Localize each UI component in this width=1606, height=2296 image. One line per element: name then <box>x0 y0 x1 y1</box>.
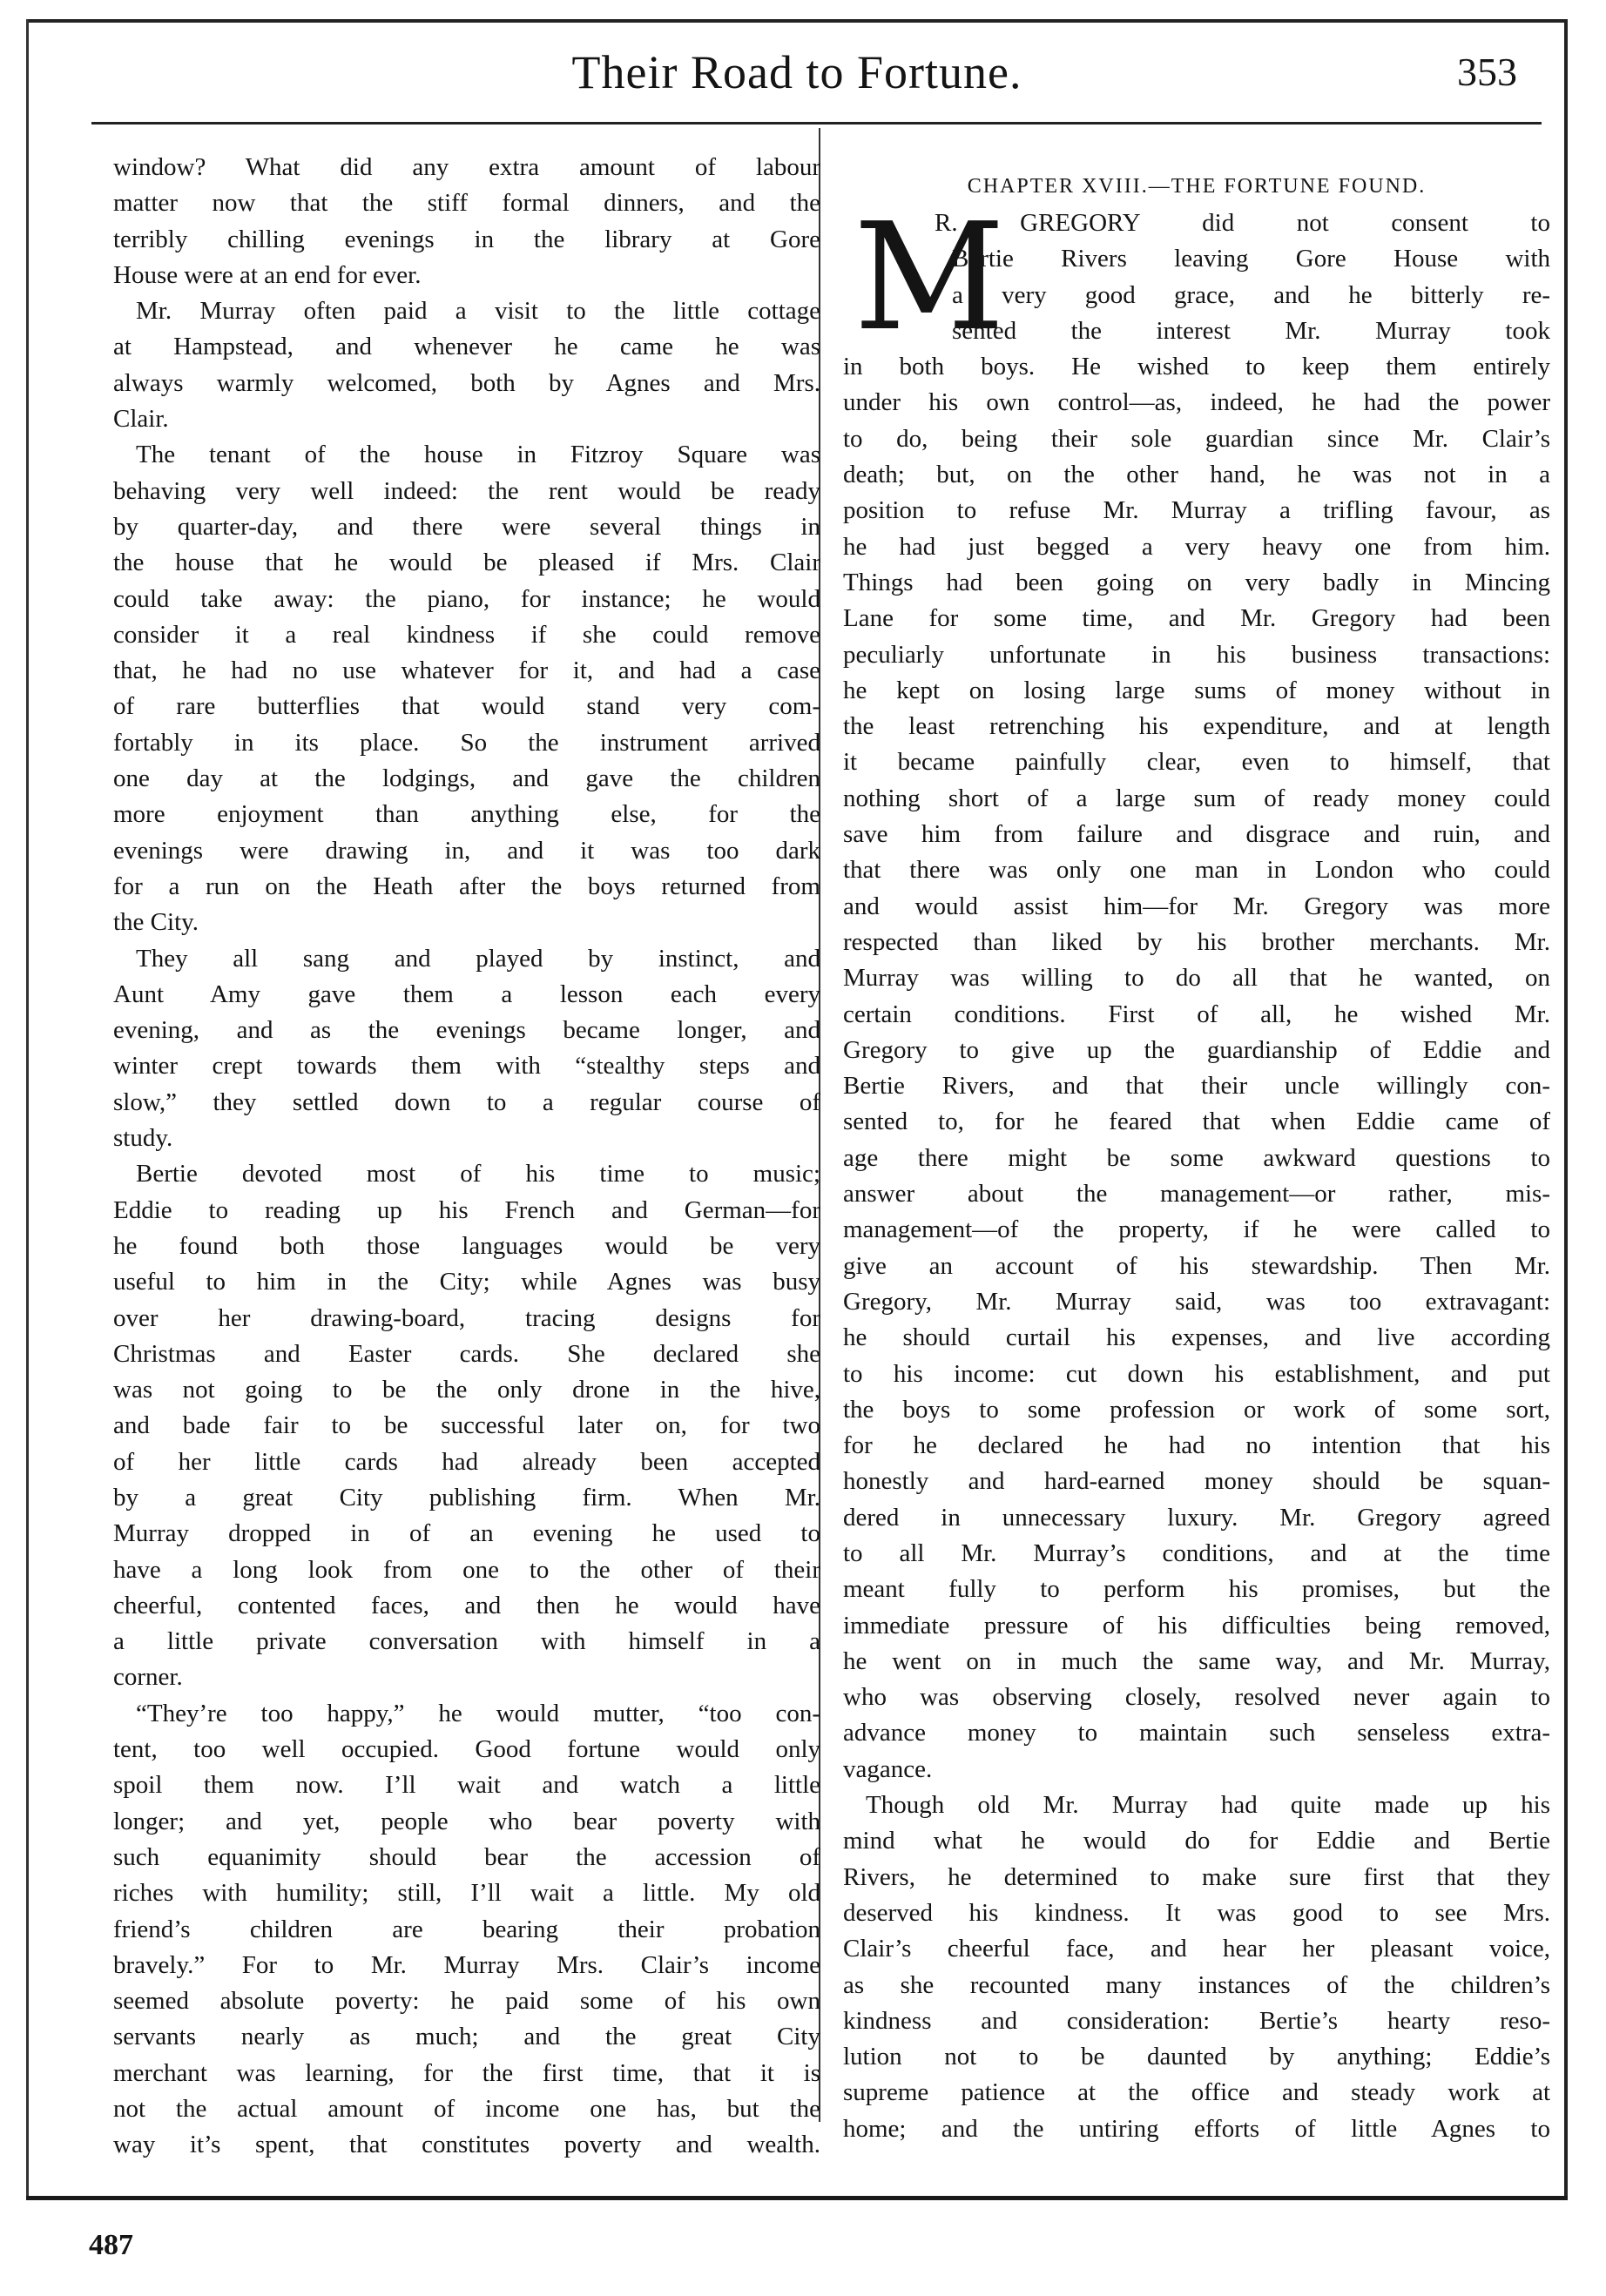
text-line: They all sang and played by instinct, and <box>136 944 820 973</box>
text-line: for a run on the Heath after the boys returned from <box>113 872 820 900</box>
text-line: under his own control—as, indeed, he had the power <box>843 388 1550 417</box>
text-line: of rare butterflies that would stand very com- <box>113 692 820 721</box>
text-line: House were at an end for ever. <box>113 260 422 289</box>
text-line: supreme patience at the office and steady work at <box>843 2078 1550 2107</box>
text-line: Mr. Murray often paid a visit to the little cottage <box>136 297 820 326</box>
text-line: lution not to be daunted by anything; Eddie’s <box>843 2043 1550 2071</box>
text-line: have a long look from one to the other of their <box>113 1555 820 1584</box>
text-line: sented the interest Mr. Murray took <box>952 316 1550 345</box>
text-line: terribly chilling evenings in the library at Gore <box>113 225 820 253</box>
text-line: R. GREGORY did not consent to <box>935 209 1550 237</box>
text-line: honestly and hard-earned money should be squan- <box>843 1467 1550 1496</box>
text-line: death; but, on the other hand, he was not in a <box>843 461 1550 489</box>
text-line: not the actual amount of income one has, but the <box>113 2095 820 2124</box>
text-line: one day at the lodgings, and gave the children <box>113 764 820 793</box>
text-line: Gregory to give up the guardianship of Eddie and <box>843 1035 1550 1064</box>
text-line: Clair’s cheerful face, and hear her pleasant voice, <box>843 1935 1550 1963</box>
text-line: evening, and as the evenings became longer, and <box>113 1016 820 1045</box>
page-number: 353 <box>1457 50 1517 94</box>
text-line: Eddie to reading up his French and German—for <box>113 1195 820 1224</box>
text-line: Bertie devoted most of his time to music; <box>136 1160 820 1188</box>
text-line: and would assist him—for Mr. Gregory was more <box>843 892 1550 920</box>
text-line: the least retrenching his expenditure, and at length <box>843 712 1550 741</box>
text-line: Clair. <box>113 405 169 434</box>
text-line: peculiarly unfortunate in his business transactions: <box>843 640 1550 669</box>
top-border-rule <box>26 19 1568 23</box>
text-line: a little private conversation with himself in a <box>113 1627 820 1656</box>
text-line: to do, being their sole guardian since Mr. Clair’s <box>843 424 1550 453</box>
text-line: and bade fair to be successful later on, for two <box>113 1411 820 1440</box>
right-column <box>843 150 1550 2147</box>
text-line: nothing short of a large sum of ready money could <box>843 784 1550 812</box>
text-line: he had just begged a very heavy one from him. <box>843 532 1550 561</box>
text-line: sented to, for he feared that when Eddie came of <box>843 1108 1550 1136</box>
header-rule <box>91 122 1542 125</box>
chapter-heading: CHAPTER XVIII.—THE FORTUNE FOUND. <box>967 175 1427 198</box>
text-line: to his income: cut down his establishment, and put <box>843 1359 1550 1388</box>
text-line: always warmly welcomed, both by Agnes and Mrs. <box>113 368 820 397</box>
text-line: evenings were drawing in, and it was too dark <box>113 836 820 865</box>
text-line: consider it a real kindness if she could remove <box>113 620 820 649</box>
text-line: study. <box>113 1124 173 1153</box>
text-line: Bertie Rivers leaving Gore House with <box>952 245 1550 273</box>
text-line: in both boys. He wished to keep them entirely <box>843 353 1550 381</box>
text-line: “They’re too happy,” he would mutter, “too con- <box>136 1699 820 1727</box>
text-line: he should curtail his expenses, and live according <box>843 1323 1550 1352</box>
text-line: he kept on losing large sums of money without in <box>843 676 1550 704</box>
drop-cap-initial: M <box>854 192 1006 364</box>
text-line: longer; and yet, people who bear poverty with <box>113 1807 820 1835</box>
opening-paragraph <box>843 192 1550 364</box>
text-line: that there was only one man in London who could <box>843 856 1550 885</box>
text-line: age there might be some awkward questions to <box>843 1143 1550 1172</box>
text-line: Murray dropped in of an evening he used to <box>113 1519 820 1548</box>
text-line: meant fully to perform his promises, but the <box>843 1575 1550 1604</box>
text-line: fortably in its place. So the instrument arrived <box>113 728 820 757</box>
left-border-rule <box>26 19 29 2196</box>
text-line: give an account of his stewardship. Then Mr. <box>843 1251 1550 1280</box>
text-line: a very good grace, and he bitterly re- <box>952 280 1550 309</box>
text-line: Aunt Amy gave them a lesson each every <box>113 980 820 1008</box>
text-line: answer about the management—or rather, mis- <box>843 1180 1550 1209</box>
text-line: deserved his kindness. It was good to see Mrs. <box>843 1898 1550 1927</box>
text-line: by quarter-day, and there were several things in <box>113 512 820 541</box>
right-border-rule <box>1564 19 1568 2196</box>
text-line: Murray was willing to do all that he wanted, on <box>843 964 1550 993</box>
text-line: servants nearly as much; and the great City <box>113 2023 820 2051</box>
text-line: kindness and consideration: Bertie’s hearty reso- <box>843 2006 1550 2035</box>
text-line: such equanimity should bear the accession of <box>113 1842 820 1871</box>
text-line: vagance. <box>843 1754 933 1783</box>
text-line: useful to him in the City; while Agnes was busy <box>113 1268 820 1296</box>
text-line: the boys to some profession or work of some sort, <box>843 1395 1550 1424</box>
text-line: Bertie Rivers, and that their uncle willingly con- <box>843 1072 1550 1101</box>
folio-number: 487 <box>89 2229 133 2261</box>
page-frame <box>26 19 1568 2205</box>
text-line: way it’s spent, that constitutes poverty and wealth. <box>113 2131 820 2159</box>
text-line: corner. <box>113 1663 183 1692</box>
text-line: Christmas and Easter cards. She declared she <box>113 1339 820 1368</box>
text-line: window? What did any extra amount of labour <box>113 153 820 181</box>
text-line: slow,” they settled down to a regular course of <box>113 1087 820 1116</box>
text-line: home; and the untiring efforts of little Agnes to <box>843 2114 1550 2143</box>
text-line: could take away: the piano, for instance; he would <box>113 584 820 613</box>
text-line: respected than liked by his brother merchants. Mr. <box>843 927 1550 956</box>
running-title: Their Road to Fortune. <box>571 46 1022 98</box>
text-line: seemed absolute poverty: he paid some of his own <box>113 1987 820 2016</box>
text-line: immediate pressure of his difficulties being removed, <box>843 1611 1550 1640</box>
text-line: bravely.” For to Mr. Murray Mrs. Clair’s income <box>113 1950 820 1979</box>
text-line: The tenant of the house in Fitzroy Square was <box>136 441 820 469</box>
text-line: dered in unnecessary luxury. Mr. Gregory agreed <box>843 1503 1550 1532</box>
bottom-border-rule <box>26 2196 1568 2200</box>
text-line: mind what he would do for Eddie and Bertie <box>843 1827 1550 1855</box>
text-line: who was observing closely, resolved never again to <box>843 1683 1550 1712</box>
text-line: winter crept towards them with “stealthy steps and <box>113 1052 820 1081</box>
text-line: spoil them now. I’ll wait and watch a little <box>113 1771 820 1800</box>
text-line: as she recounted many instances of the children’s <box>843 1970 1550 1999</box>
text-line: save him from failure and disgrace and ruin, and <box>843 820 1550 849</box>
text-line: the house that he would be pleased if Mrs. Clair <box>113 549 820 577</box>
text-line: position to refuse Mr. Murray a trifling favour, as <box>843 496 1550 525</box>
text-line: to all Mr. Murray’s conditions, and at the time <box>843 1539 1550 1567</box>
text-line: Gregory, Mr. Murray said, was too extravagant: <box>843 1287 1550 1316</box>
text-line: that, he had no use whatever for it, and had a case <box>113 656 820 685</box>
text-line: friend’s children are bearing their probation <box>113 1915 820 1943</box>
text-line: certain conditions. First of all, he wished Mr. <box>843 1000 1550 1028</box>
text-line: the City. <box>113 908 199 937</box>
text-line: more enjoyment than anything else, for the <box>113 800 820 829</box>
text-line: was not going to be the only drone in the hive, <box>113 1376 820 1404</box>
text-line: of her little cards had already been accepted <box>113 1447 820 1476</box>
text-line: cheerful, contented faces, and then he would have <box>113 1591 820 1619</box>
text-line: at Hampstead, and whenever he came he was <box>113 333 820 361</box>
text-line: Things had been going on very badly in Mincing <box>843 568 1550 596</box>
text-line: Though old Mr. Murray had quite made up his <box>866 1791 1550 1820</box>
text-line: for he declared he had no intention that his <box>843 1431 1550 1460</box>
text-line: by a great City publishing firm. When Mr. <box>113 1483 820 1512</box>
left-column <box>113 150 820 2164</box>
text-line: tent, too well occupied. Good fortune would only <box>113 1735 820 1764</box>
text-line: Lane for some time, and Mr. Gregory had been <box>843 604 1550 633</box>
text-line: he found both those languages would be very <box>113 1231 820 1260</box>
text-line: it became painfully clear, even to himself, that <box>843 748 1550 777</box>
text-line: over her drawing-board, tracing designs for <box>113 1303 820 1332</box>
right-column-body <box>843 349 1550 2147</box>
text-line: management—of the property, if he were called to <box>843 1215 1550 1244</box>
text-line: advance money to maintain such senseless extra- <box>843 1719 1550 1747</box>
text-line: merchant was learning, for the first time, that it is <box>113 2058 820 2087</box>
text-line: matter now that the stiff formal dinners, and the <box>113 189 820 218</box>
text-line: behaving very well indeed: the rent would be ready <box>113 476 820 505</box>
text-line: riches with humility; still, I’ll wait a little. My old <box>113 1879 820 1908</box>
text-line: Rivers, he determined to make sure first that they <box>843 1862 1550 1891</box>
text-line: he went on in much the same way, and Mr. Murray, <box>843 1646 1550 1675</box>
